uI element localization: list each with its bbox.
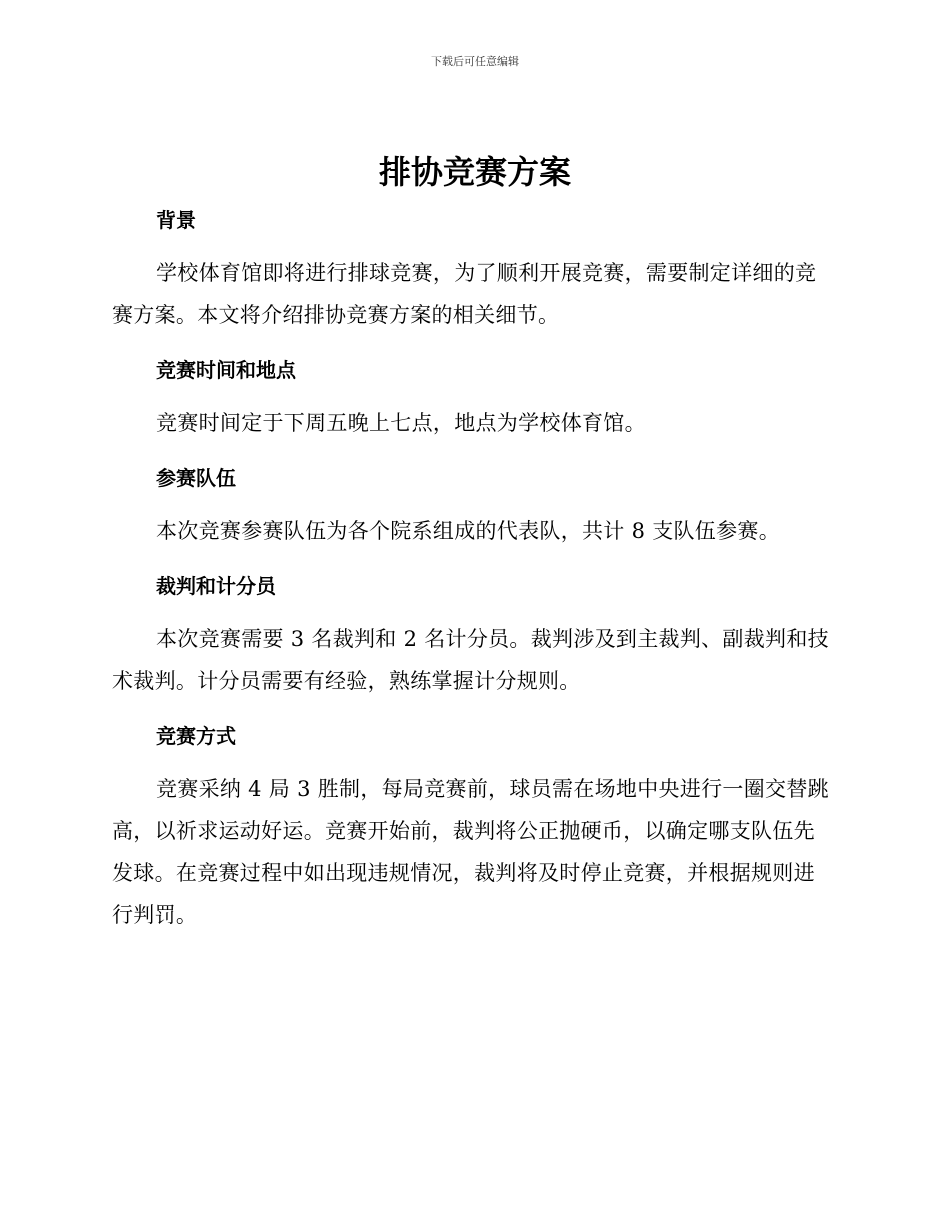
section-time-location bbox=[112, 350, 832, 444]
section-background bbox=[112, 200, 832, 336]
section-paragraph: 竞赛采纳 4 局 3 胜制，每局竞赛前，球员需在场地中央进行一圈交替跳高，以祈求运动好运。竞赛开始前，裁判将公正抛硬币，以确定哪支队伍先发球。在竞赛过程中如出现违规情况，裁判将及时停止竞赛，并根据规则进行判罚。 bbox=[112, 777, 829, 927]
section-paragraph: 竞赛时间定于下周五晚上七点，地点为学校体育馆。 bbox=[156, 411, 646, 435]
section-heading: 竞赛时间和地点 bbox=[156, 358, 296, 382]
header-note: 下载后可任意编辑 bbox=[431, 55, 519, 68]
document-title: 排协竞赛方案 bbox=[378, 153, 571, 191]
section-heading: 裁判和计分员 bbox=[156, 574, 276, 598]
section-heading: 参赛队伍 bbox=[156, 466, 236, 490]
section-paragraph: 本次竞赛参赛队伍为各个院系组成的代表队，共计 8 支队伍参赛。 bbox=[156, 519, 781, 543]
section-heading: 竞赛方式 bbox=[156, 724, 236, 748]
section-format bbox=[112, 716, 832, 936]
section-teams bbox=[112, 458, 832, 552]
section-paragraph: 本次竞赛需要 3 名裁判和 2 名计分员。裁判涉及到主裁判、副裁判和技术裁判。计分员需要有经验，熟练掌握计分规则。 bbox=[112, 627, 829, 693]
section-referees bbox=[112, 566, 832, 702]
document-body bbox=[112, 200, 832, 950]
section-paragraph: 学校体育馆即将进行排球竞赛，为了顺利开展竞赛，需要制定详细的竞赛方案。本文将介绍排协竞赛方案的相关细节。 bbox=[112, 261, 817, 327]
section-heading: 背景 bbox=[156, 208, 196, 232]
